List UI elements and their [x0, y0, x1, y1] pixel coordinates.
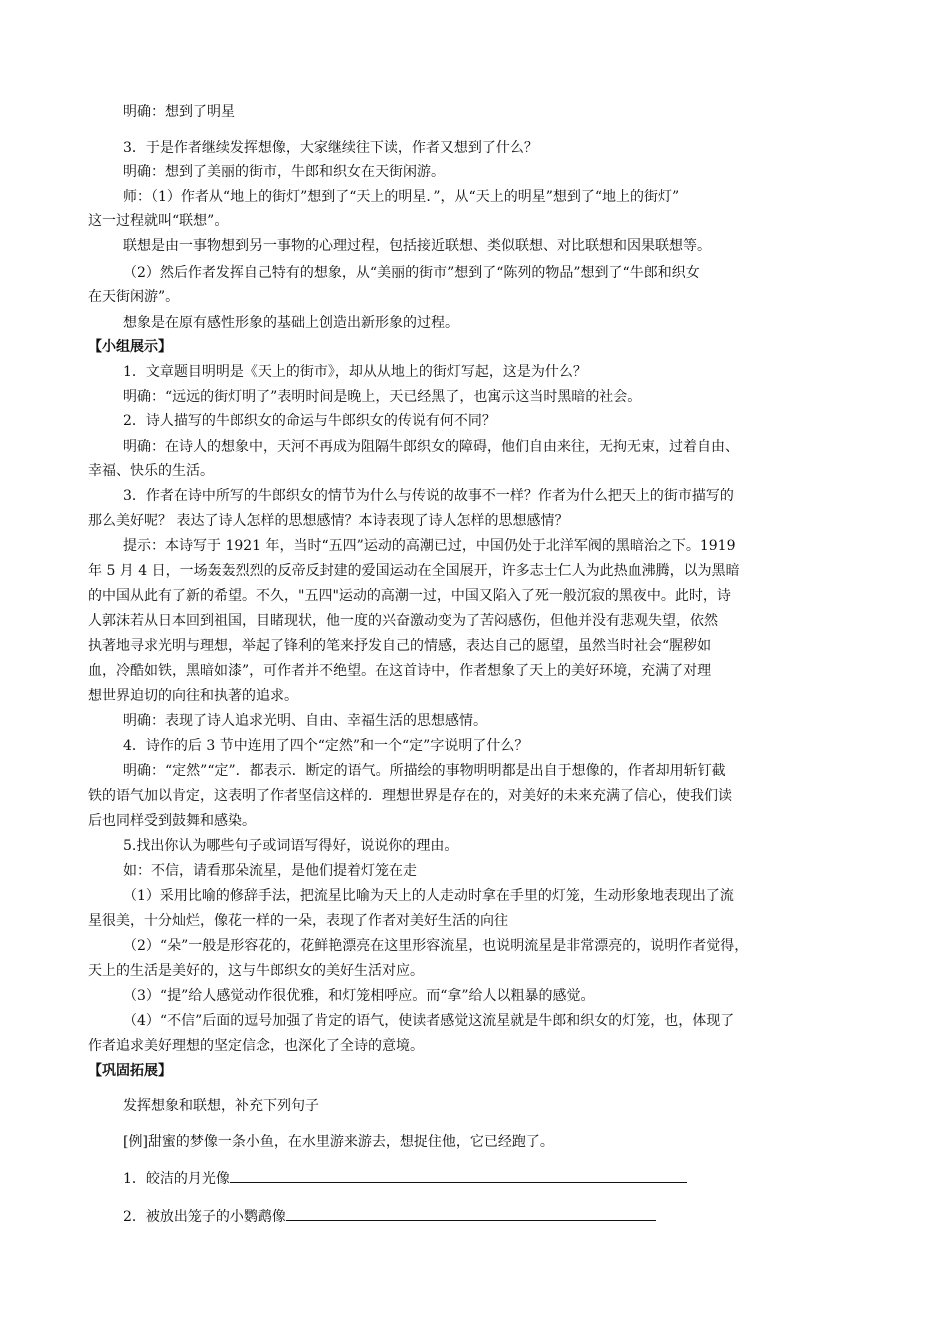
answer-line: 铁的语气加以肯定，这表明了作者坚信这样的．理想世界是存在的，对美好的未来充满了信心，使我们读 [88, 788, 732, 804]
exercise-prompt: 1．皎洁的月光像 [123, 1171, 230, 1187]
text-line: （3）“提”给人感觉动作很优雅，和灯笼相呼应。而“拿”给人以粗暴的感觉。 [123, 988, 595, 1004]
answer-line: 明确：想到了美丽的街市，牛郎和织女在天街闲游。 [123, 164, 445, 180]
text-line: 如：不信，请看那朵流星，是他们提着灯笼在走 [123, 863, 417, 879]
text-line: 执著地寻求光明与理想，举起了锋利的笔来抒发自己的情感，表达自己的愿望，虽然当时社会“腥秽如 [88, 638, 712, 654]
text-line: 天上的生活是美好的，这与牛郎织女的美好生活对应。 [88, 963, 424, 979]
answer-line: 明确：想到了明星 [123, 104, 235, 120]
answer-line: 后也同样受到鼓舞和感染。 [88, 813, 256, 829]
question-line: 1．文章题目明明是《天上的街市》，却从从地上的街灯写起，这是为什么？ [123, 364, 587, 380]
exercise-prompt: 2．被放出笼子的小鹦鹉像 [123, 1209, 286, 1225]
answer-line: 明确：在诗人的想象中，天河不再成为阻隔牛郎织女的障碍，他们自由来往，无拘无束，过着自由、 [123, 439, 739, 455]
question-line: 3．于是作者继续发挥想像，大家继续往下读，作者又想到了什么？ [123, 140, 538, 156]
exercise-item [123, 1206, 656, 1227]
text-line: 这一过程就叫“联想”。 [88, 213, 229, 229]
text-line: 师：（1）作者从“地上的街灯”想到了“天上的明星．”，从“天上的明星”想到了“地上的街灯” [123, 189, 680, 205]
text-line: （2）然后作者发挥自己特有的想象，从“美丽的街市”想到了“陈列的物品”想到了“牛郎和织女 [123, 265, 700, 281]
text-line: 星很美，十分灿烂，像花一样的一朵，表现了作者对美好生活的向往 [88, 913, 508, 929]
question-line: 2．诗人描写的牛郎织女的命运与牛郎织女的传说有何不同？ [123, 413, 496, 429]
answer-blank[interactable] [286, 1206, 656, 1221]
text-line: 血，冷酷如铁，黑暗如漆”，可作者并不绝望。在这首诗中，作者想象了天上的美好环境，充满了对理 [88, 663, 712, 679]
text-line: 年 5 月 4 日，一场轰轰烈烈的反帝反封建的爱国运动在全国展开，许多志士仁人为此热血沸腾，以为黑暗 [88, 563, 740, 579]
text-line: 人郭沫若从日本回到祖国，目睹现状，他一度的兴奋激动变为了苦闷感伤，但他并没有悲观失望，依然 [88, 613, 718, 629]
text-line: （4）“不信”后面的逗号加强了肯定的语气，使读者感觉这流星就是牛郎和织女的灯笼，也，体现了 [123, 1013, 735, 1029]
exercise-item [123, 1168, 687, 1189]
text-line: 发挥想象和联想，补充下列句子 [123, 1098, 319, 1114]
text-line: 想世界迫切的向往和执著的追求。 [88, 688, 298, 704]
text-line: 的中国从此有了新的希望。不久，"五四"运动的高潮一过，中国又陷入了死一般沉寂的黑夜中。此时，诗 [88, 588, 731, 604]
text-line: 想象是在原有感性形象的基础上创造出新形象的过程。 [123, 315, 459, 331]
answer-line: 明确：“远远的街灯明了”表明时间是晚上，天已经黑了，也寓示这当时黑暗的社会。 [123, 389, 642, 405]
text-line: 作者追求美好理想的坚定信念，也深化了全诗的意境。 [88, 1038, 424, 1054]
section-heading: 【小组展示】 [88, 339, 172, 355]
question-line: 3．作者在诗中所写的牛郎织女的情节为什么与传说的故事不一样？作者为什么把天上的街市描写的 [123, 488, 734, 504]
text-line: （2）“朵”一般是形容花的，花鲜艳漂亮在这里形容流星，也说明流星是非常漂亮的，说明作者觉得， [123, 938, 749, 954]
answer-blank[interactable] [230, 1168, 687, 1183]
text-line: （1）采用比喻的修辞手法，把流星比喻为天上的人走动时拿在手里的灯笼，生动形象地表现出了流 [123, 888, 734, 904]
answer-line: 明确：表现了诗人追求光明、自由、幸福生活的思想感情。 [123, 713, 487, 729]
answer-line: 明确：“定然”“定”．都表示．断定的语气。所描绘的事物明明都是出自于想像的，作者却用斩钉截 [123, 763, 726, 779]
text-line: 提示：本诗写于 1921 年，当时“五四”运动的高潮已过，中国仍处于北洋军阀的黑暗治之下。1919 [123, 538, 736, 554]
example-line: [例]甜蜜的梦像一条小鱼，在水里游来游去，想捉住他，它已经跑了。 [123, 1134, 554, 1150]
question-line: 5.找出你认为哪些句子或词语写得好，说说你的理由。 [123, 838, 459, 854]
text-line: 在天街闲游”。 [88, 289, 180, 305]
question-line: 那么美好呢？ 表达了诗人怎样的思想感情？本诗表现了诗人怎样的思想感情？ [88, 513, 569, 529]
text-line: 联想是由一事物想到另一事物的心理过程，包括接近联想、类似联想、对比联想和因果联想等。 [123, 238, 711, 254]
question-line: 4．诗作的后 3 节中连用了四个“定然”和一个“定”字说明了什么？ [123, 738, 529, 754]
section-heading: 【巩固拓展】 [88, 1063, 172, 1079]
answer-line: 幸福、快乐的生活。 [88, 463, 214, 479]
